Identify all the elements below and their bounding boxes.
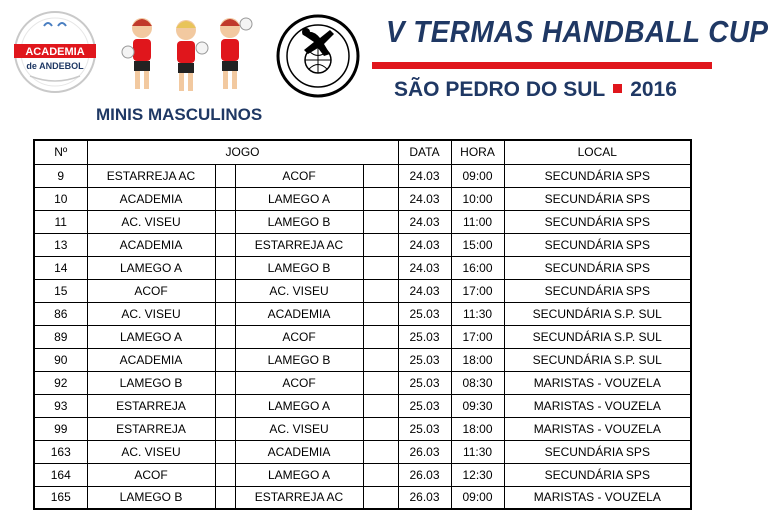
spacer-cell	[215, 187, 235, 210]
time-cell: 09:30	[451, 394, 504, 417]
home-team-cell: LAMEGO A	[87, 325, 215, 348]
spacer-cell	[363, 210, 398, 233]
time-cell: 18:00	[451, 348, 504, 371]
game-number-cell: 10	[34, 187, 87, 210]
game-number-cell: 99	[34, 417, 87, 440]
spacer-cell	[363, 302, 398, 325]
time-cell: 17:00	[451, 279, 504, 302]
table-body	[34, 164, 691, 509]
header-date: DATA	[398, 140, 451, 164]
away-team-cell: ACOF	[235, 371, 363, 394]
table-row	[34, 440, 691, 463]
date-cell: 24.03	[398, 164, 451, 187]
header-num: Nº	[34, 140, 87, 164]
game-number-cell: 89	[34, 325, 87, 348]
location-cell: SECUNDÁRIA SPS	[504, 187, 691, 210]
away-team-cell: LAMEGO B	[235, 348, 363, 371]
away-team-cell: ACOF	[235, 164, 363, 187]
game-number-cell: 164	[34, 463, 87, 486]
table-row	[34, 164, 691, 187]
header-game: JOGO	[87, 140, 398, 164]
spacer-cell	[363, 486, 398, 509]
away-team-cell: LAMEGO A	[235, 187, 363, 210]
spacer-cell	[363, 325, 398, 348]
home-team-cell: AC. VISEU	[87, 302, 215, 325]
table-row	[34, 187, 691, 210]
table-row	[34, 348, 691, 371]
time-cell: 08:30	[451, 371, 504, 394]
table-row	[34, 233, 691, 256]
table-row	[34, 417, 691, 440]
home-team-cell: LAMEGO B	[87, 371, 215, 394]
table-row	[34, 394, 691, 417]
academia-andebol-logo	[10, 10, 100, 94]
away-team-cell: ACOF	[235, 325, 363, 348]
location-cell: SECUNDÁRIA SPS	[504, 463, 691, 486]
header-time: HORA	[451, 140, 504, 164]
date-cell: 25.03	[398, 417, 451, 440]
header-place: LOCAL	[504, 140, 691, 164]
spacer-cell	[363, 164, 398, 187]
game-number-cell: 15	[34, 279, 87, 302]
city-year-line	[394, 78, 677, 102]
away-team-cell: LAMEGO A	[235, 394, 363, 417]
time-cell: 17:00	[451, 325, 504, 348]
time-cell: 18:00	[451, 417, 504, 440]
game-number-cell: 14	[34, 256, 87, 279]
away-team-cell: ACADEMIA	[235, 440, 363, 463]
spacer-cell	[363, 371, 398, 394]
spacer-cell	[363, 348, 398, 371]
game-number-cell: 93	[34, 394, 87, 417]
location-cell: SECUNDÁRIA SPS	[504, 440, 691, 463]
spacer-cell	[215, 463, 235, 486]
spacer-cell	[215, 371, 235, 394]
location-cell: MARISTAS - VOUZELA	[504, 486, 691, 509]
location-cell: MARISTAS - VOUZELA	[504, 371, 691, 394]
date-cell: 25.03	[398, 348, 451, 371]
home-team-cell: ACADEMIA	[87, 348, 215, 371]
away-team-cell: LAMEGO B	[235, 210, 363, 233]
home-team-cell: ACOF	[87, 279, 215, 302]
date-cell: 25.03	[398, 371, 451, 394]
spacer-cell	[215, 279, 235, 302]
table-row	[34, 486, 691, 509]
spacer-cell	[215, 256, 235, 279]
date-cell: 26.03	[398, 440, 451, 463]
title-underline	[372, 62, 712, 69]
date-cell: 26.03	[398, 486, 451, 509]
away-team-cell: AC. VISEU	[235, 279, 363, 302]
acof-logo	[276, 14, 360, 98]
spacer-cell	[215, 417, 235, 440]
spacer-cell	[363, 417, 398, 440]
home-team-cell: ACADEMIA	[87, 233, 215, 256]
time-cell: 09:00	[451, 164, 504, 187]
away-team-cell: ESTARREJA AC	[235, 486, 363, 509]
spacer-cell	[215, 348, 235, 371]
away-team-cell: LAMEGO B	[235, 256, 363, 279]
game-number-cell: 90	[34, 348, 87, 371]
away-team-cell: LAMEGO A	[235, 463, 363, 486]
section-title: MINIS MASCULINOS	[96, 105, 263, 124]
home-team-cell: AC. VISEU	[87, 440, 215, 463]
location-cell: SECUNDÁRIA S.P. SUL	[504, 302, 691, 325]
time-cell: 12:30	[451, 463, 504, 486]
spacer-cell	[363, 440, 398, 463]
date-cell: 25.03	[398, 325, 451, 348]
time-cell: 11:00	[451, 210, 504, 233]
away-team-cell: ACADEMIA	[235, 302, 363, 325]
schedule-table	[33, 139, 692, 510]
location-cell: SECUNDÁRIA SPS	[504, 233, 691, 256]
home-team-cell: LAMEGO B	[87, 486, 215, 509]
spacer-cell	[215, 440, 235, 463]
time-cell: 10:00	[451, 187, 504, 210]
spacer-cell	[363, 394, 398, 417]
spacer-cell	[363, 463, 398, 486]
home-team-cell: ACADEMIA	[87, 187, 215, 210]
location-cell: SECUNDÁRIA S.P. SUL	[504, 325, 691, 348]
event-year: 2016	[630, 78, 677, 101]
svg-text:ACADEMIA: ACADEMIA	[25, 46, 85, 58]
table-row	[34, 210, 691, 233]
game-number-cell: 92	[34, 371, 87, 394]
home-team-cell: ESTARREJA	[87, 417, 215, 440]
away-team-cell: AC. VISEU	[235, 417, 363, 440]
location-cell: SECUNDÁRIA SPS	[504, 279, 691, 302]
date-cell: 24.03	[398, 210, 451, 233]
location-cell: MARISTAS - VOUZELA	[504, 417, 691, 440]
game-number-cell: 165	[34, 486, 87, 509]
spacer-cell	[215, 302, 235, 325]
game-number-cell: 9	[34, 164, 87, 187]
spacer-cell	[215, 210, 235, 233]
time-cell: 11:30	[451, 302, 504, 325]
location-cell: SECUNDÁRIA SPS	[504, 256, 691, 279]
spacer-cell	[215, 394, 235, 417]
spacer-cell	[363, 256, 398, 279]
date-cell: 25.03	[398, 302, 451, 325]
date-cell: 24.03	[398, 233, 451, 256]
home-team-cell: ACOF	[87, 463, 215, 486]
table-header-row	[34, 140, 691, 164]
date-cell: 24.03	[398, 187, 451, 210]
spacer-cell	[215, 486, 235, 509]
city-name: SÃO PEDRO DO SUL	[394, 78, 606, 101]
red-square-separator	[613, 84, 622, 93]
date-cell: 25.03	[398, 394, 451, 417]
home-team-cell: AC. VISEU	[87, 210, 215, 233]
date-cell: 26.03	[398, 463, 451, 486]
spacer-cell	[215, 233, 235, 256]
spacer-cell	[363, 233, 398, 256]
svg-text:de ANDEBOL: de ANDEBOL	[26, 61, 84, 71]
table-row	[34, 279, 691, 302]
spacer-cell	[215, 325, 235, 348]
table-row	[34, 463, 691, 486]
cup-title: V TERMAS HANDBALL CUP	[386, 14, 769, 49]
time-cell: 16:00	[451, 256, 504, 279]
game-number-cell: 163	[34, 440, 87, 463]
home-team-cell: ESTARREJA AC	[87, 164, 215, 187]
location-cell: SECUNDÁRIA S.P. SUL	[504, 348, 691, 371]
home-team-cell: LAMEGO A	[87, 256, 215, 279]
table-row	[34, 302, 691, 325]
time-cell: 11:30	[451, 440, 504, 463]
spacer-cell	[215, 164, 235, 187]
game-number-cell: 13	[34, 233, 87, 256]
game-number-cell: 11	[34, 210, 87, 233]
time-cell: 09:00	[451, 486, 504, 509]
location-cell: SECUNDÁRIA SPS	[504, 210, 691, 233]
time-cell: 15:00	[451, 233, 504, 256]
mascots-illustration	[120, 12, 256, 98]
game-number-cell: 86	[34, 302, 87, 325]
table-row	[34, 371, 691, 394]
location-cell: SECUNDÁRIA SPS	[504, 164, 691, 187]
away-team-cell: ESTARREJA AC	[235, 233, 363, 256]
date-cell: 24.03	[398, 279, 451, 302]
location-cell: MARISTAS - VOUZELA	[504, 394, 691, 417]
table-row	[34, 256, 691, 279]
spacer-cell	[363, 187, 398, 210]
spacer-cell	[363, 279, 398, 302]
table-row	[34, 325, 691, 348]
date-cell: 24.03	[398, 256, 451, 279]
home-team-cell: ESTARREJA	[87, 394, 215, 417]
